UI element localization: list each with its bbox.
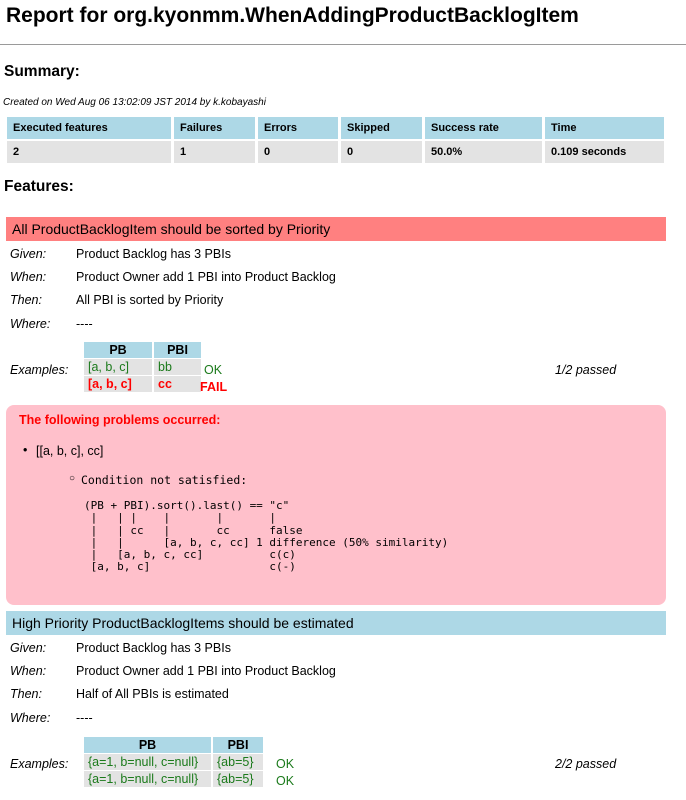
summary-header-failures: Failures [174, 117, 255, 139]
condition-detail: (PB + PBI).sort().last() == "c" | | | | | | | | cc | cc false | | [a, b, c, cc] 1 difference (50% similarity) | [a, b, c, cc] c(c) [a, b, c] c(-) [84, 499, 449, 574]
example-cell-pbi: {ab=5} [213, 754, 263, 770]
given-text: Product Backlog has 3 PBIs [76, 247, 231, 261]
problem-subitem: Condition not satisfied: [81, 473, 248, 487]
then-text: Half of All PBIs is estimated [76, 687, 229, 701]
bullet-circle-icon: ○ [69, 473, 76, 484]
example-cell-pb: {a=1, b=null, c=null} [84, 754, 211, 770]
then-label: Then: [10, 293, 42, 307]
examples-label: Examples: [10, 363, 69, 377]
where-text: ---- [76, 711, 93, 725]
summary-header-executed: Executed features [7, 117, 171, 139]
features-heading: Features: [4, 178, 74, 195]
summary-value-row [7, 141, 664, 163]
problem-item: [[a, b, c], cc] [36, 444, 104, 458]
feature-title-failed: All ProductBacklogItem should be sorted by Priority [6, 217, 666, 241]
summary-value-success-rate: 50.0% [425, 141, 542, 163]
created-info: Created on Wed Aug 06 13:02:09 JST 2014 by k.kobayashi [3, 97, 266, 108]
example-cell-pb: {a=1, b=null, c=null} [84, 771, 211, 787]
summary-header-time: Time [545, 117, 664, 139]
table-row [84, 771, 263, 787]
where-label: Where: [10, 317, 51, 331]
example-result-ok: OK [204, 363, 223, 377]
summary-header-skipped: Skipped [341, 117, 422, 139]
examples-header-pb: PB [84, 342, 152, 358]
examples-header-pbi: PBI [213, 737, 263, 753]
example-result-ok: OK [276, 774, 295, 788]
summary-heading: Summary: [4, 63, 80, 80]
summary-value-errors: 0 [258, 141, 338, 163]
when-label: When: [10, 270, 47, 284]
bullet-disc-icon: • [23, 443, 28, 457]
title-divider [0, 44, 686, 45]
example-result-ok: OK [276, 757, 295, 771]
example-cell-pbi: bb [154, 359, 201, 375]
summary-value-time: 0.109 seconds [545, 141, 664, 163]
problems-panel [6, 405, 666, 605]
when-label: When: [10, 664, 47, 678]
table-row [84, 754, 263, 770]
examples-label: Examples: [10, 757, 69, 771]
examples-header-row [84, 342, 201, 358]
passed-count: 2/2 passed [555, 757, 617, 771]
given-text: Product Backlog has 3 PBIs [76, 641, 231, 655]
example-cell-pb: [a, b, c] [84, 359, 152, 375]
summary-table [4, 115, 667, 165]
example-cell-pbi: {ab=5} [213, 771, 263, 787]
example-cell-pb: [a, b, c] [84, 376, 152, 392]
summary-header-errors: Errors [258, 117, 338, 139]
passed-count: 1/2 passed [555, 363, 617, 377]
examples-table [82, 341, 203, 393]
given-label: Given: [10, 641, 47, 655]
page-title: Report for org.kyonmm.WhenAddingProductBacklogItem [6, 4, 579, 27]
examples-header-pb: PB [84, 737, 211, 753]
problems-title: The following problems occurred: [19, 413, 221, 427]
where-label: Where: [10, 711, 51, 725]
feature-title-passed: High Priority ProductBacklogItems should be estimated [6, 611, 666, 635]
table-row [84, 359, 201, 375]
summary-header-success-rate: Success rate [425, 117, 542, 139]
examples-header-pbi: PBI [154, 342, 201, 358]
example-cell-pbi: cc [154, 376, 201, 392]
examples-table [82, 736, 265, 788]
when-text: Product Owner add 1 PBI into Product Backlog [76, 270, 336, 284]
given-label: Given: [10, 247, 47, 261]
summary-value-executed: 2 [7, 141, 171, 163]
summary-value-skipped: 0 [341, 141, 422, 163]
table-row [84, 376, 201, 392]
then-label: Then: [10, 687, 42, 701]
summary-value-failures: 1 [174, 141, 255, 163]
examples-header-row [84, 737, 263, 753]
then-text: All PBI is sorted by Priority [76, 293, 224, 307]
example-result-fail: FAIL [200, 380, 228, 394]
when-text: Product Owner add 1 PBI into Product Backlog [76, 664, 336, 678]
summary-header-row [7, 117, 664, 139]
where-text: ---- [76, 317, 93, 331]
